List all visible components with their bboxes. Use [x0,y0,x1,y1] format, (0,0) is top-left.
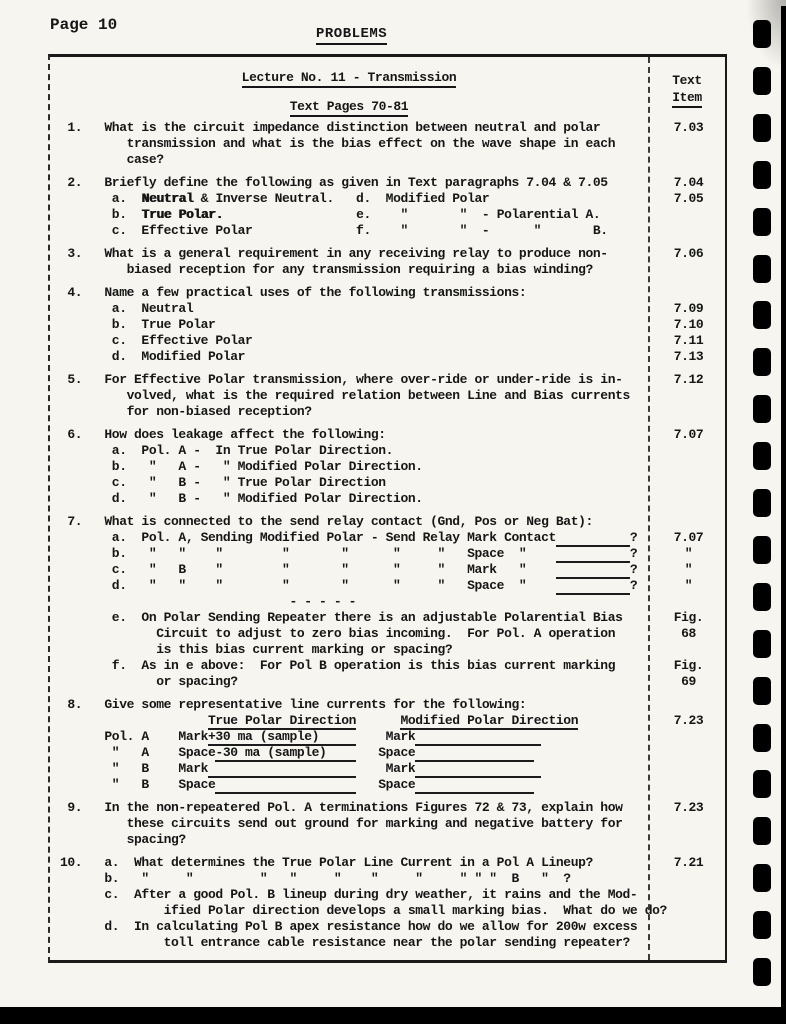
text-item-value [650,152,727,168]
document-line [50,372,727,388]
text-segment: Neutral [141,191,194,206]
document-line [50,832,727,848]
line-text: c. Effective Polar [60,333,253,348]
fill-in-blank-line [208,761,356,778]
question-block [50,514,727,690]
text-segment [60,713,208,728]
scan-edge-line [781,6,786,1010]
fill-in-blank-line [556,562,630,579]
document-line [50,546,727,562]
line-text: 7. What is connected to the send relay contact (Gnd, Pos or Neg Bat): [60,514,593,529]
binding-hole [753,958,771,986]
text-item-value [650,491,727,507]
text-item-header-line2: Item [672,90,702,108]
text-pages-subtitle: Text Pages 70-81 [290,99,408,117]
line-text: these circuits send out ground for marking and negative battery for [60,816,623,831]
text-item-value: 7.23 [673,800,704,815]
line-text [50,761,650,777]
text-item-value [650,832,727,848]
document-line [50,207,727,223]
text-item-value: 7.06 [673,246,704,261]
line-text [50,207,650,223]
document-line [50,333,727,349]
line-text [50,191,650,207]
text-item-value [650,223,727,239]
text-segment: a. Pol. A, Sending Modified Polar - Send Relay Mark Contact [60,530,556,545]
text-item-value [667,903,727,919]
document-line [50,761,727,777]
text-segment: Space [356,777,416,792]
binding-hole [753,583,771,611]
text-item-value [650,745,727,761]
text-segment: ? [629,578,638,593]
document-line [50,562,727,578]
binding-hole [753,489,771,517]
text-segment: c. " B " " " " " Mark " [60,562,556,577]
text-segment: b. [60,207,142,222]
binding-hole [753,630,771,658]
question-block [50,372,727,420]
text-item-value: 7.07 [673,530,704,545]
line-text: biased reception for any transmission requiring a bias winding? [60,262,593,277]
document-line [50,816,727,832]
text-item-value [650,514,727,530]
text-item-value [650,919,727,935]
document-line [50,514,727,530]
document-line [50,317,727,333]
document-line [50,626,727,642]
text-segment: b. " " " " " " " Space " [60,546,556,561]
questions-list [50,120,727,951]
text-item-value: Fig. [673,658,704,673]
line-text: 2. Briefly define the following as given in Text paragraphs 7.04 & 7.05 [60,175,608,190]
text-item-value: 7.10 [673,317,704,332]
line-text: d. Modified Polar [60,349,246,364]
fill-in-blank-line [556,578,630,595]
document-line [50,745,727,761]
document-line [50,262,727,278]
text-segment: ? [629,562,638,577]
line-text: spacing? [60,832,186,847]
text-item-value [650,816,727,832]
text-item-value [650,404,727,420]
text-item-value: " [684,562,693,577]
lecture-header [50,57,648,120]
scan-bottom-bar [0,1007,786,1024]
line-text: a. Pol. A - In True Polar Direction. [60,443,394,458]
line-text: case? [60,152,164,167]
line-text [50,530,650,546]
document-line [50,610,727,626]
text-segment: " B Space [60,777,216,792]
page-number-label: Page 10 [50,16,118,34]
question-block [50,246,727,278]
document-line [50,658,727,674]
fill-in-blank-line [415,729,541,746]
binding-hole [753,67,771,95]
text-item-value [650,777,727,793]
document-line [50,903,727,919]
line-text: - - - - - [60,594,357,609]
document-line [50,152,727,168]
binding-hole [753,911,771,939]
text-segment: Space [356,745,416,760]
text-item-value [650,697,727,713]
text-item-column-header [648,72,726,106]
fill-in-blank-line [415,745,533,762]
line-text [50,578,650,594]
document-line [50,475,727,491]
document-line [50,887,727,903]
text-item-value [650,594,727,610]
line-text: 9. In the non-repeatered Pol. A terminations Figures 72 & 73, explain how [60,800,623,815]
document-line [50,491,727,507]
line-text [50,562,650,578]
page-title: PROBLEMS [316,26,387,45]
document-line [50,935,727,951]
text-item-value: 7.03 [673,120,704,135]
question-block [50,175,727,239]
binding-hole [753,208,771,236]
text-item-column-divider [648,57,650,960]
line-text: d. In calculating Pol B apex resistance how do we allow for 200w excess [60,919,638,934]
binding-hole [753,817,771,845]
text-segment: ? [629,546,638,561]
text-segment: e. " " - Polarential A. [222,207,601,222]
text-item-value: 7.21 [673,855,704,870]
line-text: or spacing? [60,674,238,689]
text-item-value: " [684,578,693,593]
question-block [50,120,727,168]
binding-hole [753,20,771,48]
line-text: c. After a good Pol. B lineup during dry weather, it rains and the Mod- [60,887,638,902]
document-line [50,871,727,887]
text-item-value: 7.11 [673,333,704,348]
document-line [50,777,727,793]
lecture-title: Lecture No. 11 - Transmission [242,70,457,88]
text-item-value [650,207,727,223]
line-text: for non-biased reception? [60,404,312,419]
line-text [50,546,650,562]
document-line [50,285,727,301]
fill-in-blank-line: +30 ma (sample) [208,729,357,744]
line-text [50,713,650,729]
text-segment: & Inverse Neutral. d. Modified Polar [193,191,490,206]
text-segment: Pol. A Mark [60,729,209,744]
line-text: transmission and what is the bias effect on the wave shape in each [60,136,616,151]
line-text: ified Polar direction develops a small marking bias. What do we do? [60,903,667,918]
fill-in-blank-line: Modified Polar Direction [400,713,579,728]
document-line [50,136,727,152]
document-line [50,697,727,713]
document-line [50,443,727,459]
text-item-value [650,871,727,887]
text-item-value [650,642,727,658]
line-text: b. " " " " " " " " " " B " ? [60,871,571,886]
document-line [50,578,727,594]
document-line [50,191,727,207]
document-line [50,919,727,935]
text-item-value [650,459,727,475]
binding-hole [753,536,771,564]
binding-hole [753,442,771,470]
text-segment: ? [629,530,638,545]
binding-hole [753,348,771,376]
line-text: f. As in e above: For Pol B operation is this bias current marking [60,658,616,673]
text-item-value: 7.07 [673,427,704,442]
text-item-value: 7.04 [673,175,704,190]
document-line [50,713,727,729]
document-line [50,349,727,365]
document-line [50,729,727,745]
document-line [50,427,727,443]
question-block [50,427,727,507]
text-item-value: " [684,546,693,561]
binding-hole [753,161,771,189]
text-item-value: 68 [681,626,696,641]
line-text: is this bias current marking or spacing? [60,642,453,657]
text-item-value [650,475,727,491]
text-item-value [650,136,727,152]
fill-in-blank-line [556,546,630,563]
line-text: e. On Polar Sending Repeater there is an adjustable Polarential Bias [60,610,623,625]
fill-in-blank-line: True Polar Direction [208,713,357,728]
text-item-value: 7.23 [673,713,704,728]
document-line [50,388,727,404]
text-item-value [650,388,727,404]
document-line [50,404,727,420]
text-item-value: 7.05 [673,191,704,206]
binding-hole [753,677,771,705]
fill-in-blank-line: -30 ma (sample) [215,745,357,760]
document-line [50,120,727,136]
text-item-value: 7.09 [673,301,704,316]
text-item-value [650,935,727,951]
binding-hole [753,864,771,892]
text-item-value [650,285,727,301]
binding-hole [753,114,771,142]
line-text: a. Neutral [60,301,194,316]
line-text: c. Effective Polar f. " " - " B. [60,223,608,238]
text-segment [356,713,400,728]
text-item-value [650,262,727,278]
document-line [50,301,727,317]
question-block [50,855,727,951]
binding-hole [753,301,771,329]
document-line [50,800,727,816]
line-text: volved, what is the required relation between Line and Bias currents [60,388,630,403]
text-item-value: 7.12 [673,372,704,387]
line-text [50,777,650,793]
line-text: Circuit to adjust to zero bias incoming. For Pol. A operation [60,626,616,641]
fill-in-blank-line [215,777,356,794]
document-line [50,594,727,610]
document-line [50,674,727,690]
text-item-value [650,443,727,459]
document-line [50,530,727,546]
text-segment: d. " " " " " " " Space " [60,578,556,593]
text-item-value: Fig. [673,610,704,625]
line-text [50,729,650,745]
question-block [50,800,727,848]
line-text: 1. What is the circuit impedance distinction between neutral and polar [60,120,601,135]
line-text [50,745,650,761]
line-text: 3. What is a general requirement in any receiving relay to produce non- [60,246,608,261]
text-item-header-line1: Text [672,73,702,88]
text-item-value: 69 [681,674,696,689]
document-line [50,246,727,262]
question-block [50,285,727,365]
question-block [50,697,727,793]
fill-in-blank-line [415,761,541,778]
problems-table [48,54,727,963]
line-text: 6. How does leakage affect the following: [60,427,386,442]
line-text: c. " B - " True Polar Direction [60,475,386,490]
line-text: 5. For Effective Polar transmission, where over-ride or under-ride is in- [60,372,623,387]
fill-in-blank-line [556,530,630,547]
text-item-value [650,887,727,903]
document-line [50,223,727,239]
line-text: b. True Polar [60,317,216,332]
fill-in-blank-line [415,777,533,794]
line-text: toll entrance cable resistance near the polar sending repeater? [60,935,630,950]
text-segment: a. [60,191,142,206]
text-segment: " A Space [60,745,216,760]
text-item-value [650,761,727,777]
line-text: b. " A - " Modified Polar Direction. [60,459,423,474]
document-line [50,175,727,191]
text-segment: Mark [356,761,416,776]
line-text: 4. Name a few practical uses of the following transmissions: [60,285,527,300]
text-item-value [650,729,727,745]
binding-hole [753,770,771,798]
binding-hole [753,395,771,423]
line-text: 8. Give some representative line currents for the following: [60,697,527,712]
line-text: 10. a. What determines the True Polar Line Current in a Pol A Lineup? [60,855,593,870]
text-segment: " B Mark [60,761,209,776]
text-segment: True Polar. [141,207,223,222]
document-line [50,855,727,871]
line-text: d. " B - " Modified Polar Direction. [60,491,423,506]
binding-hole [753,724,771,752]
document-line [50,459,727,475]
text-segment: Mark [356,729,416,744]
text-item-value: 7.13 [673,349,704,364]
binding-hole [753,255,771,283]
document-line [50,642,727,658]
